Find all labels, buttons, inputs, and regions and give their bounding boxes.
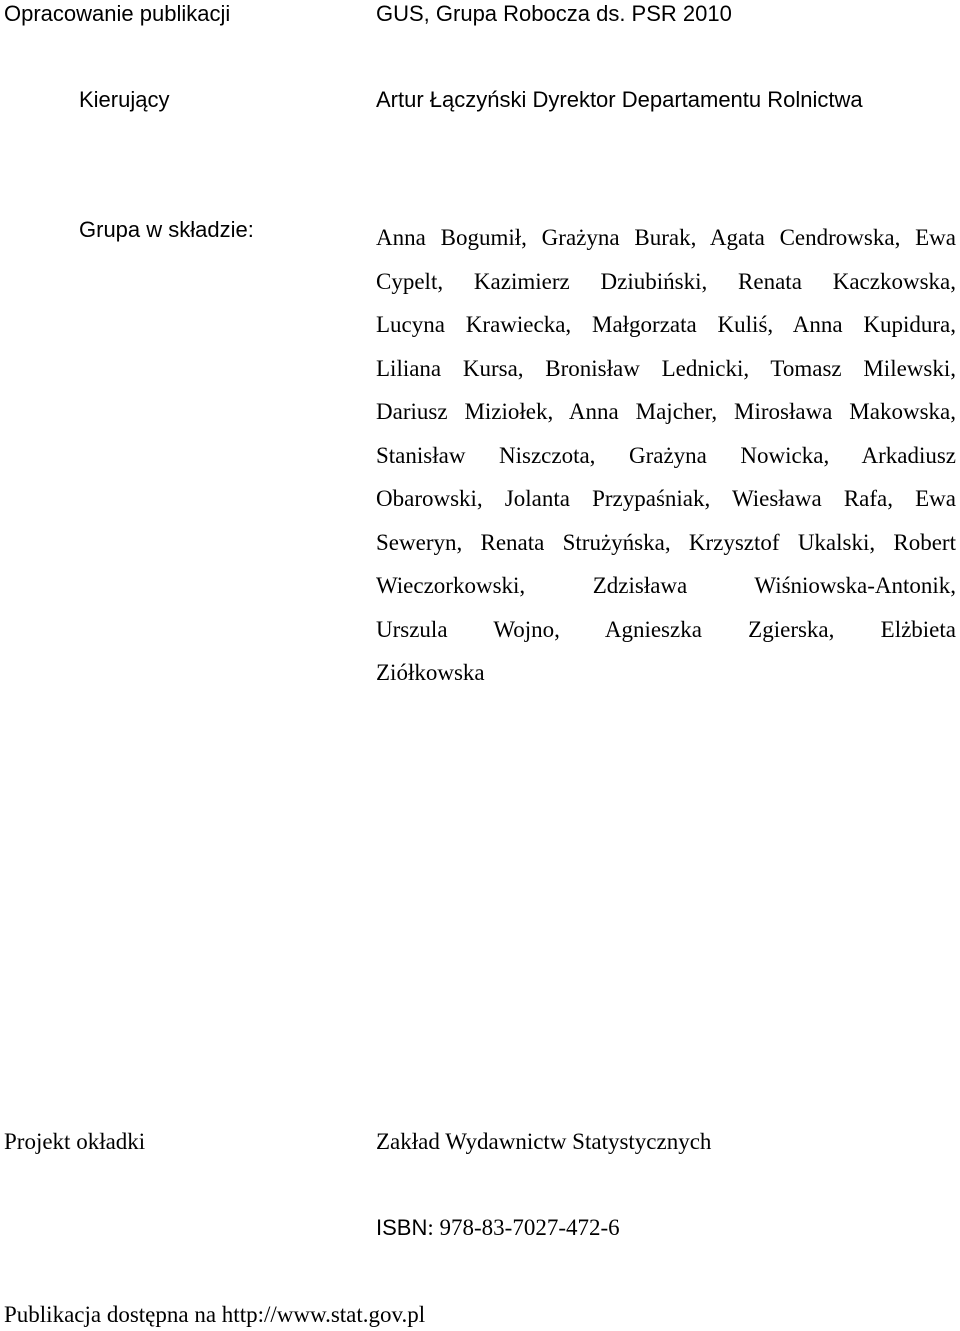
- group-line: Lucyna Krawiecka, Małgorzata Kuliś, Anna Kupidura,: [376, 312, 956, 337]
- publication-value: GUS, Grupa Robocza ds. PSR 2010: [376, 1, 732, 26]
- isbn-label: ISBN: [376, 1215, 428, 1240]
- lead-value: Artur Łączyński Dyrektor Departamentu Rolnictwa: [376, 87, 863, 112]
- group-line: Seweryn, Renata Strużyńska, Krzysztof Ukalski, Robert: [376, 529, 956, 555]
- group-members: [376, 216, 956, 695]
- cover-value: Zakład Wydawnictw Statystycznych: [376, 1129, 712, 1154]
- group-line: Anna Bogumił, Grażyna Burak, Agata Cendrowska, Ewa: [376, 225, 956, 250]
- group-line: Stanisław Niszczota, Grażyna Nowicka, Arkadiusz: [376, 442, 956, 468]
- lead-label: Kierujący: [79, 87, 170, 112]
- publication-label: Opracowanie publikacji: [4, 1, 231, 26]
- group-line: Urszula Wojno, Agnieszka Zgierska, Elżbieta: [376, 616, 956, 642]
- availability-text: Publikacja dostępna na http://www.stat.gov.pl: [4, 1302, 426, 1327]
- group-label: Grupa w składzie:: [79, 217, 254, 242]
- group-line: Dariusz Miziołek, Anna Majcher, Mirosława Makowska,: [376, 399, 956, 424]
- group-line: Wieczorkowski, Zdzisława Wiśniowska-Antonik,: [376, 573, 956, 598]
- group-line: Liliana Kursa, Bronisław Lednicki, Tomasz Milewski,: [376, 355, 956, 381]
- group-line: Obarowski, Jolanta Przypaśniak, Wiesława Rafa, Ewa: [376, 486, 956, 511]
- isbn-line: [376, 1215, 620, 1241]
- group-line: Cypelt, Kazimierz Dziubiński, Renata Kaczkowska,: [376, 268, 956, 294]
- isbn-value: : 978-83-7027-472-6: [427, 1215, 620, 1240]
- cover-label: Projekt okładki: [4, 1129, 146, 1154]
- group-line: Ziółkowska: [376, 660, 485, 685]
